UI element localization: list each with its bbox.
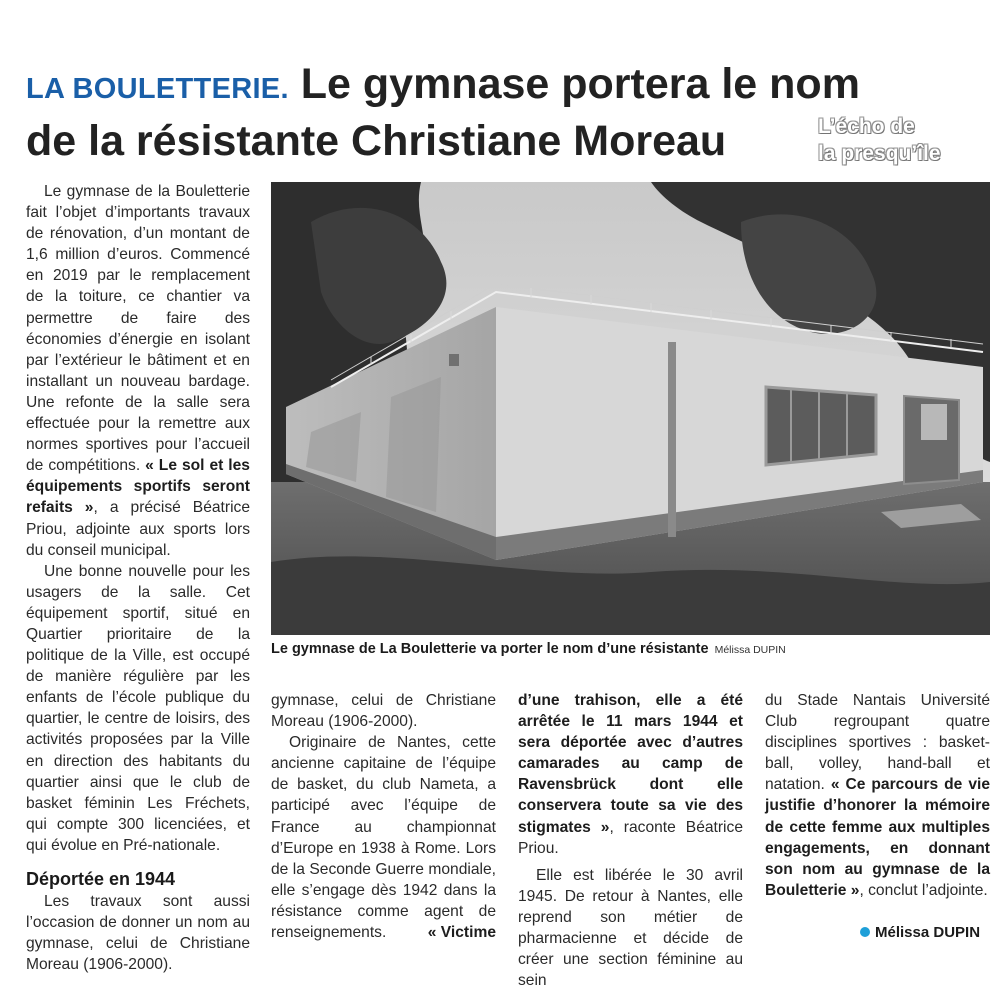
article-p4-text-end: , raconte Béatrice Priou. (518, 818, 743, 857)
article-column-1 (26, 181, 251, 974)
photo-credit: Mélissa DUPIN (714, 644, 786, 656)
article-p3-text: Les travaux sont aussi l’occasion de donner un nom au gymnase, celui de Christiane Moreau (1906-2000). (26, 893, 250, 974)
gymnasium-photo-illustration (271, 182, 990, 635)
bullet-dot-icon (860, 927, 870, 937)
article-paragraph-3-start (26, 891, 250, 974)
article-p1-text: Le gymnase de la Bouletterie fait l’objet d’importants travaux de rénovation, d’un montant de 1,6 million d’euros. Commencé en 2019 par le remplacement de la toiture, ce chantier va permettre de faire des économies d’énergie en isolant par l’extérieur le bâtiment et en installant un nouveau bardage. Une refonte de la salle sera effectuée pour la remettre aux normes sportives pour l’accueil de compétitions. (26, 183, 250, 475)
headline (26, 60, 926, 165)
article-subhead: Déportée en 1944 (26, 869, 176, 889)
article-p4-text: Originaire de Nantes, cette ancienne capitaine de l’équipe de basket, du club Nameta, a participé avec l’équipe de France au championnat d’Europe en 1938 à Rome. Lors de la Seconde Guerre mondiale, elle s’engage dès 1942 dans la résistance comme agent de renseignements. (271, 734, 496, 942)
article-paragraph-4 (271, 732, 496, 943)
article-p4-quote: d’une trahison, elle a été arrêtée le 11 mars 1944 et sera déportée avec d’autres camarades au camp de Ravensbrück dont elle conservera toute sa vie des stigmates » (518, 692, 743, 836)
headline-title-line1: Le gymnase portera le nom (300, 60, 860, 108)
article-column-3 (518, 690, 743, 991)
article-p1-text-end: , a précisé Béatrice Priou, adjointe aux sports lors du conseil municipal. (26, 499, 251, 559)
article-p4-quote-continuation (518, 690, 743, 859)
article-p5-continuation: du Stade Nantais Université Club regroupant quatre disciplines sportives : basket-ball, volley, hand-ball et natation. « Ce parcours de vie justifie d’honorer la mémoire de cette femme aux multiples engagements, en donnant son nom au gymnase de la Bouletterie », conclut l’adjointe. (765, 692, 990, 899)
edition-label-line1: L’écho de (818, 115, 915, 138)
article-p1-quote: « Le sol et les équipements sportifs seront refaits » (26, 457, 250, 517)
article-p3-continuation: gymnase, celui de Christiane Moreau (1906-2000). (271, 692, 496, 731)
edition-label (818, 113, 941, 167)
article-p4-quote-label: « Victime (427, 924, 496, 942)
article-p5-text-end: , conclut l’adjointe. (859, 881, 988, 899)
article-paragraph-1 (26, 181, 250, 561)
headline-kicker: LA BOULETTERIE. (26, 73, 289, 105)
article-paragraph-5: Elle est libérée le 30 avril 1945. De retour à Nantes, elle reprend son métier de pharmacienne et décide de créer une section féminine au sein (518, 866, 743, 990)
article-p5-quote: « Ce parcours de vie justifie d’honorer la mémoire de cette femme aux multiples engagements, en donnant son nom au gymnase de la Bouletterie » (765, 776, 990, 899)
author-signature (860, 924, 980, 941)
article-paragraph-2: Une bonne nouvelle pour les usagers de la salle. Cet équipement sportif, situé en Quartier prioritaire de la politique de la Ville, est occupé de manière régulière par les enfants de l’école publique du quartier, le centre de loisirs, des activités proposées par la Ville en direction des habitants du quartier ainsi que le club de basket féminin Les Fréchets, qui compte 300 licenciées, et qui évolue en Pré-nationale. (26, 562, 250, 854)
edition-label-line2: la presqu’île (818, 142, 941, 165)
photo-caption (271, 640, 990, 659)
headline-title-line2: de la résistante Christiane Moreau (26, 117, 727, 165)
article-column-4 (765, 690, 990, 901)
article-column-2 (271, 690, 496, 943)
author-name: Mélissa DUPIN (875, 924, 981, 941)
photo-caption-text: Le gymnase de La Bouletterie va porter le nom d’une résistante (271, 641, 709, 657)
article-photo (271, 182, 990, 635)
